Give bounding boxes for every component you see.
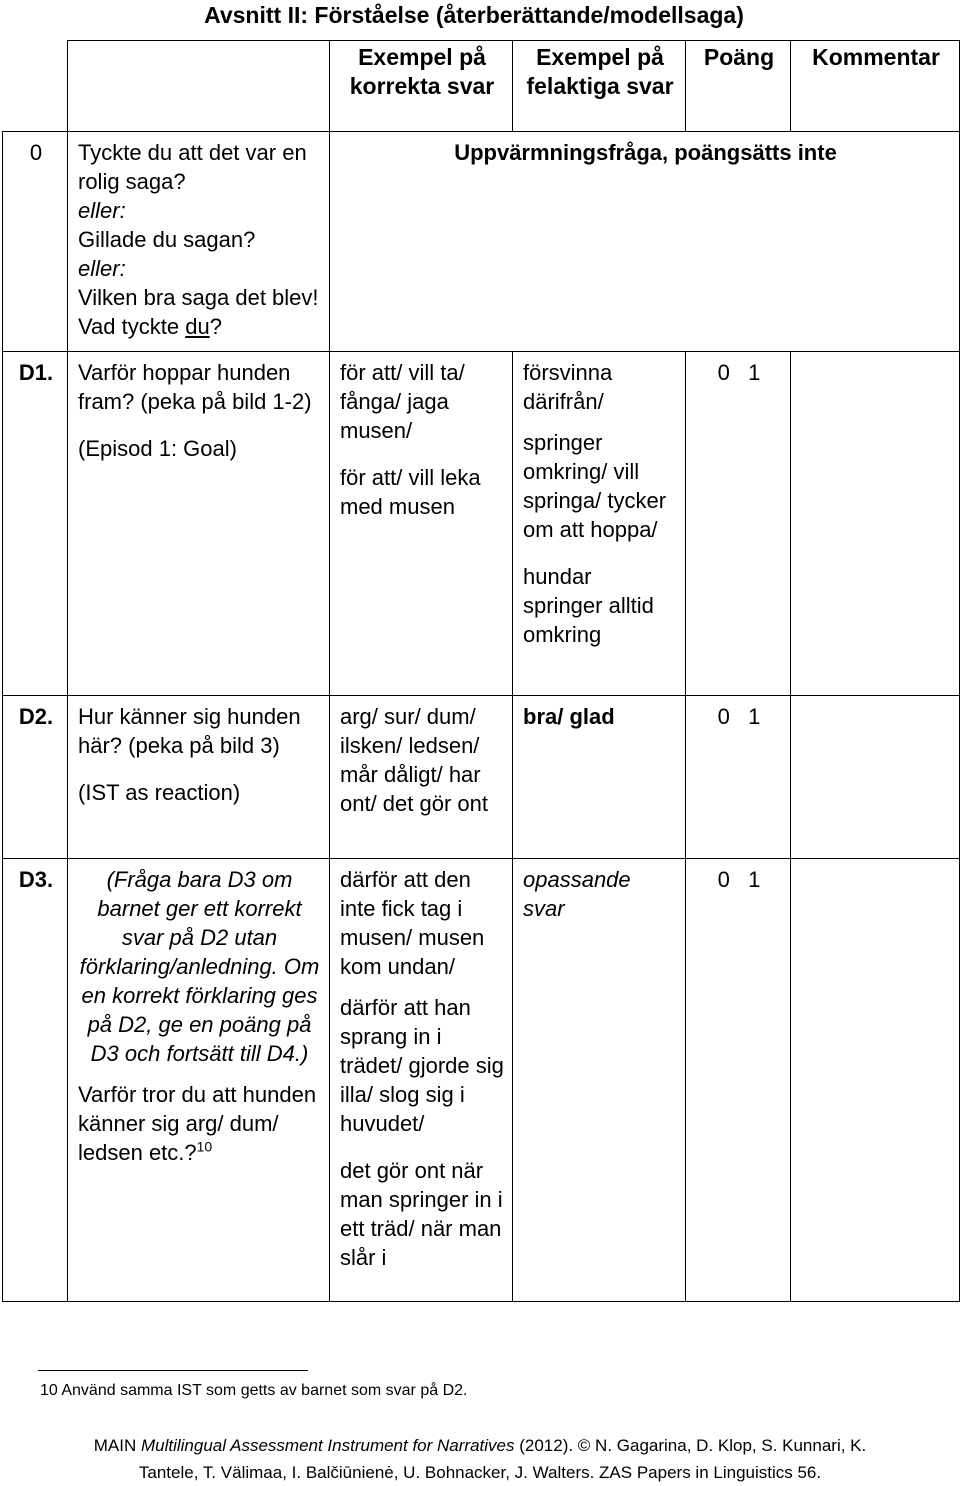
row-d1 [3, 352, 960, 696]
correct-answer: arg/ sur/ dum/ ilsken/ ledsen/ mår dåligt/ har ont/ det gör ont [340, 704, 488, 816]
row-0 [3, 132, 960, 352]
correct-answer: för att/ vill leka med musen [340, 465, 481, 519]
instruction-note: (Fråga bara D3 om barnet ger ett korrekt svar på D2 utan förklaring/anledning. Om en korrekt förklaring ges på D2, ge en poäng på D3 och fortsätt till D4.) [79, 867, 320, 1066]
question-text-part: Vilken bra saga det blev! Vad tyckte [78, 285, 319, 339]
row-number: D2. [3, 696, 68, 859]
points-options: 0 1 [717, 360, 761, 385]
credit-text: (2012). © N. Gagarina, D. Klop, S. Kunnari, K. [514, 1436, 867, 1455]
correct-answer: det gör ont när man springer in i ett träd/ när man slår i [340, 1158, 503, 1270]
header-question [68, 41, 330, 132]
points-options: 0 1 [717, 704, 761, 729]
incorrect-answer: hundar springer alltid omkring [523, 564, 654, 647]
episode-label: (Episod 1: Goal) [78, 436, 237, 461]
question-text [78, 1080, 321, 1167]
row-number: D1. [3, 352, 68, 696]
incorrect-answer: springer omkring/ vill springa/ tycker om att hoppa/ [523, 430, 667, 542]
header-correct: Exempel på korrekta svar [330, 41, 513, 132]
comment-cell [791, 696, 960, 859]
question-cell [68, 352, 330, 696]
header-comment: Kommentar [791, 41, 960, 132]
question-text: Gillade du sagan? [78, 227, 256, 252]
question-text: Varför hoppar hunden fram? (peka på bild 1-2) [78, 360, 312, 414]
question-text-part: ? [209, 314, 222, 339]
points-cell [686, 352, 791, 696]
incorrect-answer: försvinna därifrån/ [523, 360, 613, 414]
episode-label: (IST as reaction) [78, 780, 241, 805]
credit-line [0, 1432, 960, 1486]
header-incorrect: Exempel på felaktiga svar [513, 41, 686, 132]
question-text [78, 283, 321, 341]
incorrect-answers-cell [513, 859, 686, 1302]
section-title: Avsnitt II: Förståelse (återberättande/modellsaga) [204, 2, 744, 28]
points-cell [686, 696, 791, 859]
question-text-underlined: du [185, 314, 210, 339]
correct-answers-cell [330, 352, 513, 696]
comment-cell [791, 859, 960, 1302]
credit-text: MAIN [93, 1436, 141, 1455]
row-d3 [3, 859, 960, 1302]
correct-answer: därför att den inte fick tag i musen/ musen kom undan/ [340, 867, 485, 979]
or-label: eller: [78, 198, 126, 223]
row-d2 [3, 696, 960, 859]
row-number: 0 [3, 132, 68, 352]
incorrect-answer: opassande svar [523, 867, 631, 921]
incorrect-answer: bra/ glad [523, 704, 615, 729]
incorrect-answers-cell [513, 696, 686, 859]
header-points: Poäng [686, 41, 791, 132]
comment-cell [791, 352, 960, 696]
warmup-note: Uppvärmningsfråga, poängsätts inte [330, 132, 960, 352]
incorrect-answers-cell [513, 352, 686, 696]
points-options: 0 1 [717, 867, 761, 892]
credit-title: Multilingual Assessment Instrument for Narratives [140, 1436, 515, 1455]
header-row [3, 41, 960, 132]
correct-answers-cell [330, 696, 513, 859]
or-label: eller: [78, 256, 126, 281]
correct-answers-cell [330, 859, 513, 1302]
question-text: Tyckte du att det var en rolig saga? [78, 140, 307, 194]
correct-answer: därför att han sprang in i trädet/ gjorde sig illa/ slog sig i huvudet/ [340, 995, 504, 1136]
footnote-separator [38, 1370, 308, 1371]
footnote-ref: 10 [196, 1138, 213, 1155]
question-cell [68, 696, 330, 859]
question-text: Hur känner sig hunden här? (peka på bild 3) [78, 704, 301, 758]
credit-line-2: Tantele, T. Välimaa, I. Balčiūnienė, U. Bohnacker, J. Walters. ZAS Papers in Linguistics 56. [138, 1463, 822, 1482]
correct-answer: för att/ vill ta/ fånga/ jaga musen/ [340, 360, 465, 443]
comprehension-table [2, 40, 960, 1302]
row-number: D3. [3, 859, 68, 1302]
question-cell [68, 132, 330, 352]
question-cell [68, 859, 330, 1302]
points-cell [686, 859, 791, 1302]
credit-line-1 [0, 1432, 960, 1459]
footnote: 10 Använd samma IST som getts av barnet som svar på D2. [40, 1382, 468, 1399]
question-text-part: Varför tror du att hunden känner sig arg/ dum/ ledsen etc.? [78, 1082, 317, 1165]
header-empty [3, 41, 68, 132]
